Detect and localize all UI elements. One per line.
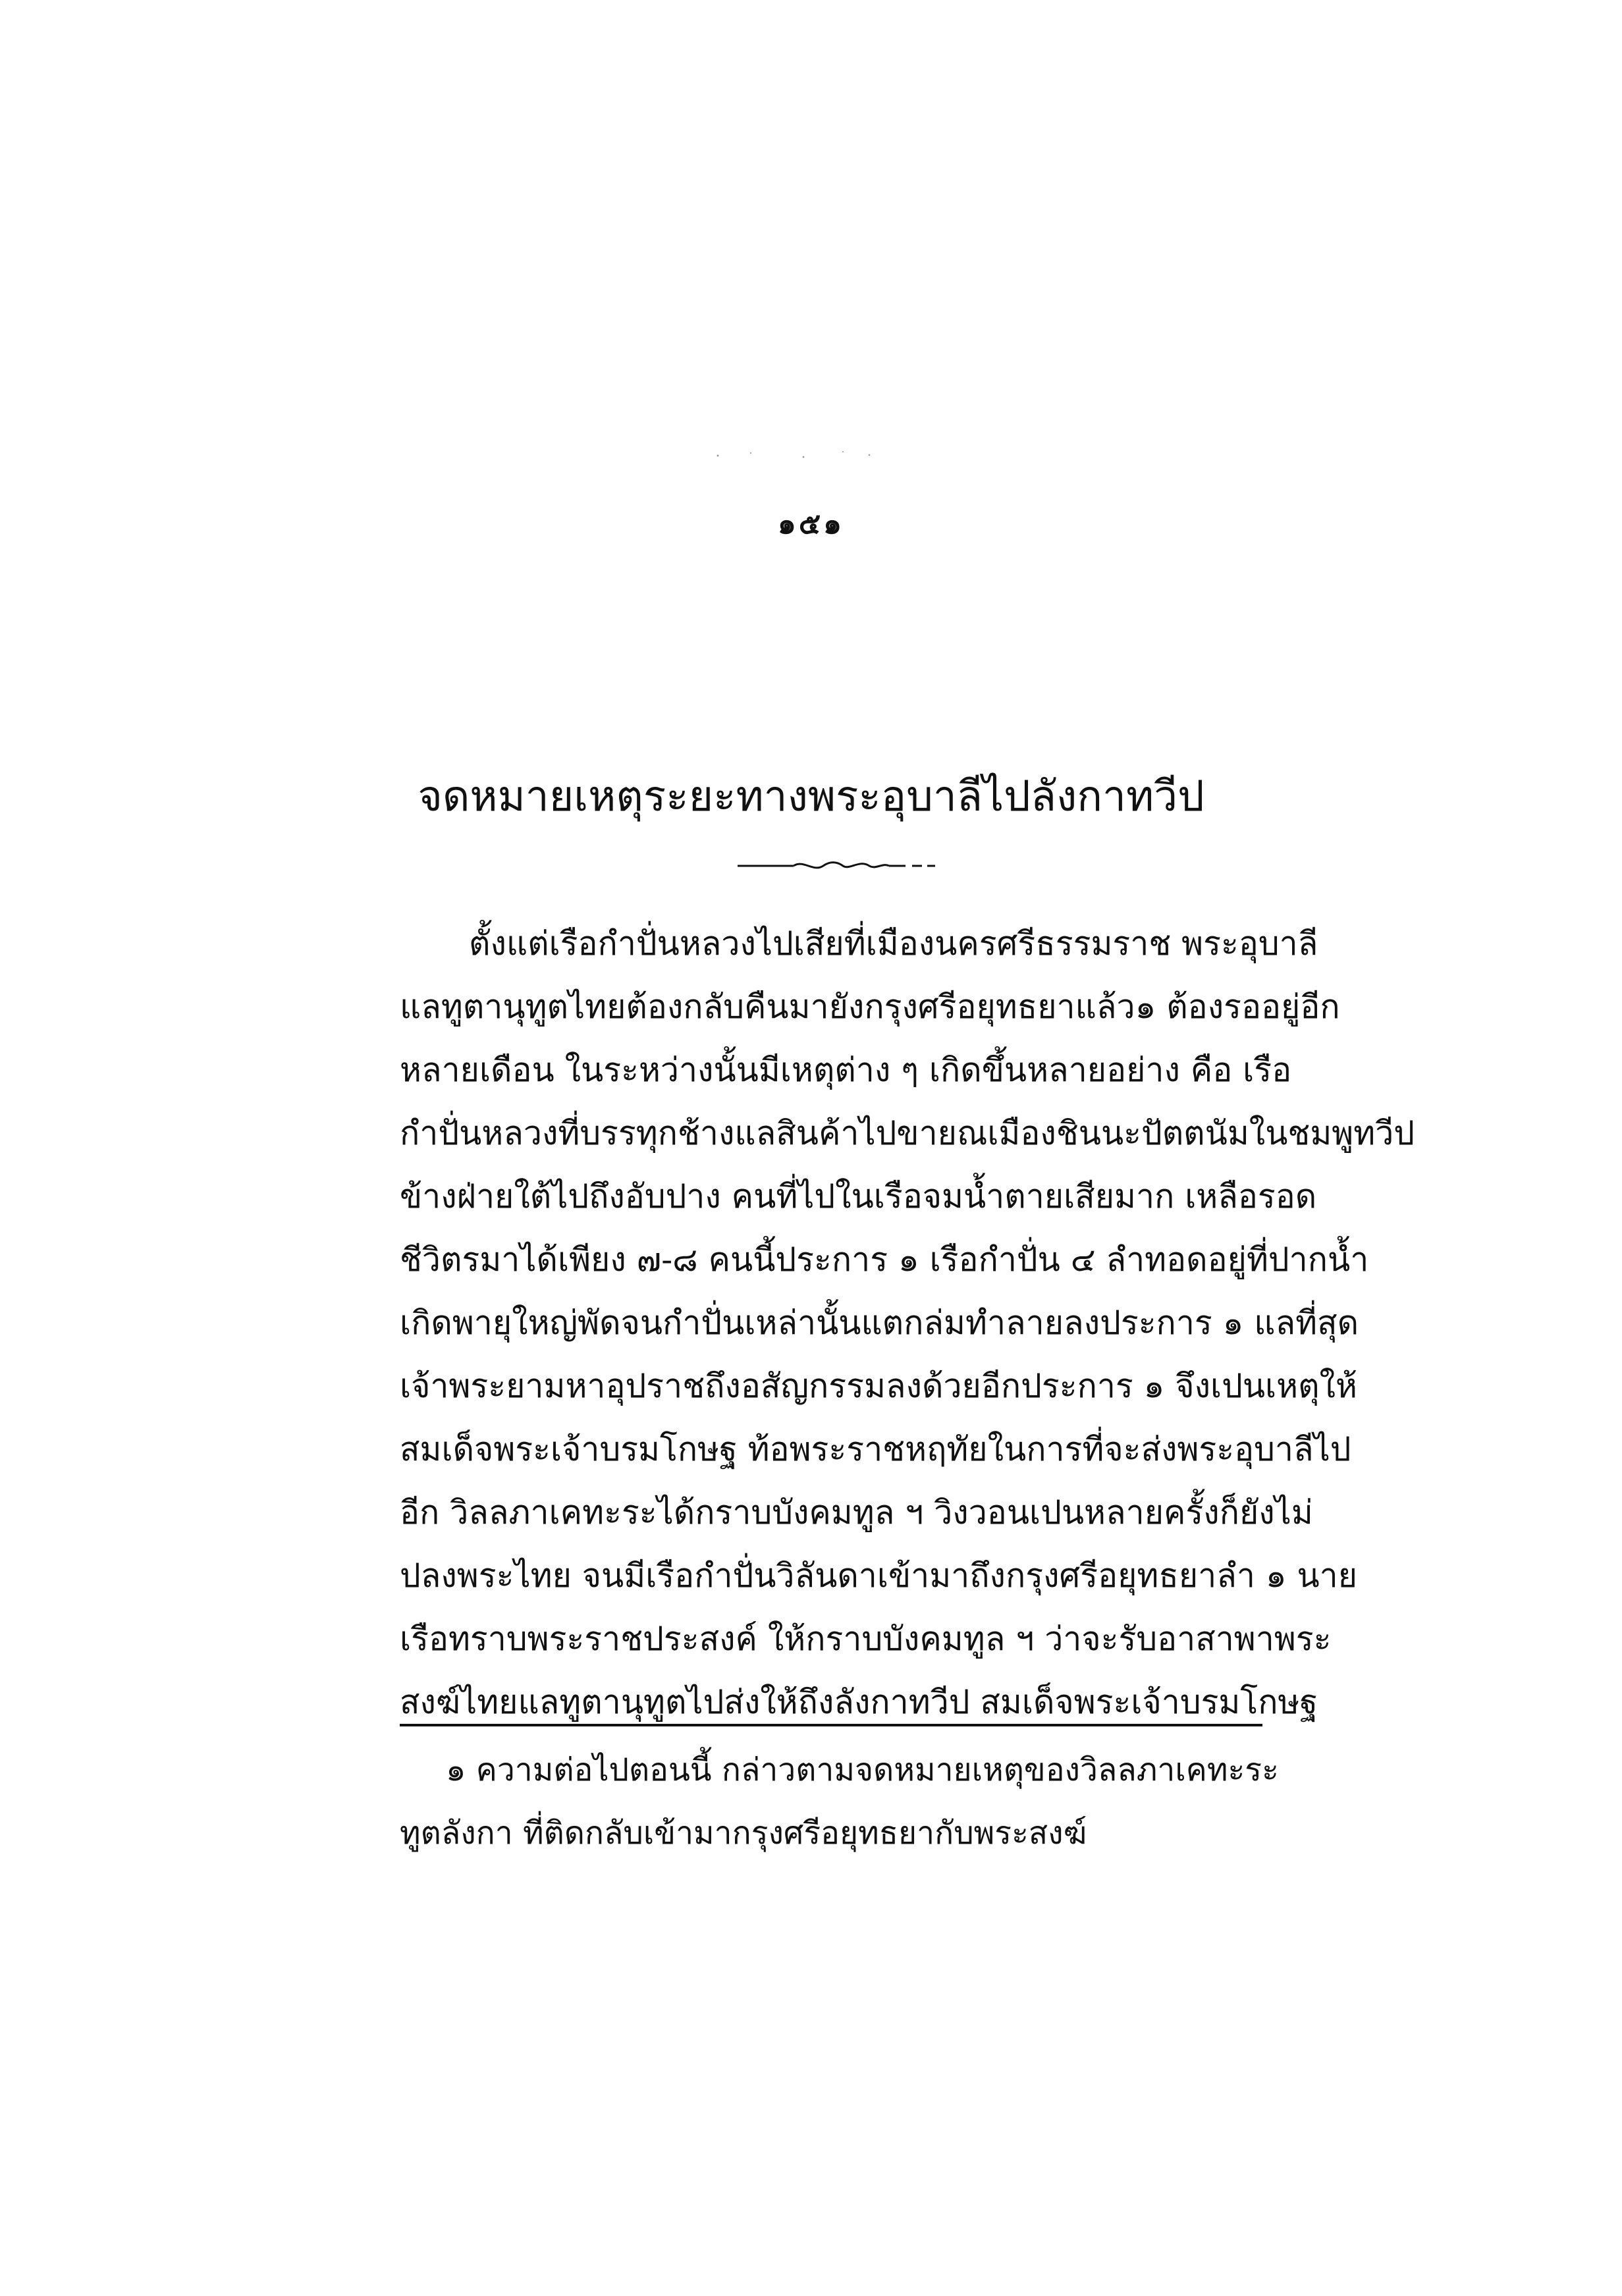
body-line: หลายเดือน ในระหว่างนั้นมีเหตุต่าง ๆ เกิดขึ้นหลายอย่าง คือ เรือ bbox=[400, 1051, 1292, 1089]
body-line: ปลงพระไทย จนมีเรือกำปั่นวิลันดาเข้ามาถึงกรุงศรีอยุทธยาลำ ๑ นาย bbox=[400, 1557, 1358, 1595]
footnote bbox=[400, 1738, 1279, 1865]
scan-speckle bbox=[711, 448, 882, 461]
body-line: ตั้งแต่เรือกำปั่นหลวงไปเสียที่เมืองนครศรีธรรมราช พระอุบาลี bbox=[469, 924, 1318, 963]
footnote-separator bbox=[400, 1724, 1262, 1726]
chapter-title: จดหมายเหตุระยะทางพระอุบาลีไปลังกาทวีป bbox=[418, 772, 1204, 821]
footnote-line: ๑ ความต่อไปตอนนี้ กล่าวตามจดหมายเหตุของวิลลภาเคทะระ bbox=[446, 1751, 1279, 1788]
footnote-line: ทูตลังกา ที่ติดกลับเข้ามากรุงศรีอยุทธยากับพระสงฆ์ bbox=[400, 1815, 1087, 1852]
body-text bbox=[400, 912, 1415, 1734]
body-line: กำปั่นหลวงที่บรรทุกช้างแลสินค้าไปขายณเมืองชินนะปัตตนัมในชมพูทวีป bbox=[400, 1114, 1415, 1152]
title-ornament-divider bbox=[738, 856, 935, 876]
body-line: เรือทราบพระราชประสงค์ ให้กราบบังคมทูล ฯ ว่าจะรับอาสาพาพระ bbox=[400, 1620, 1332, 1658]
body-line: เจ้าพระยามหาอุปราชถึงอสัญกรรมลงด้วยอีกประการ ๑ จึงเปนเหตุให้ bbox=[400, 1367, 1357, 1405]
body-line: สงฆ์ไทยแลทูตานุทูตไปส่งให้ถึงลังกาทวีป สมเด็จพระเจ้าบรมโกษฐ bbox=[400, 1683, 1318, 1721]
body-line: ชีวิตรมาได้เพียง ๗-๘ คนนี้ประการ ๑ เรือกำปั่น ๔ ลำทอดอยู่ที่ปากน้ำ bbox=[400, 1241, 1369, 1279]
body-line: ข้างฝ่ายใต้ไปถึงอับปาง คนที่ไปในเรือจมน้ำตายเสียมาก เหลือรอด bbox=[400, 1177, 1317, 1215]
body-line: เกิดพายุใหญ่พัดจนกำปั่นเหล่านั้นแตกล่มทำลายลงประการ ๑ แลที่สุด bbox=[400, 1304, 1359, 1342]
page-number: ๑๕๑ bbox=[777, 507, 845, 541]
body-line: สมเด็จพระเจ้าบรมโกษฐ ท้อพระราชหฤทัยในการที่จะส่งพระอุบาลีไป bbox=[400, 1430, 1351, 1468]
body-line: อีก วิลลภาเคทะระได้กราบบังคมทูล ฯ วิงวอนเปนหลายครั้งก็ยังไม่ bbox=[400, 1493, 1313, 1532]
body-line: แลทูตานุทูตไทยต้องกลับคืนมายังกรุงศรีอยุทธยาแล้ว๑ ต้องรออยู่อีก bbox=[400, 988, 1340, 1026]
